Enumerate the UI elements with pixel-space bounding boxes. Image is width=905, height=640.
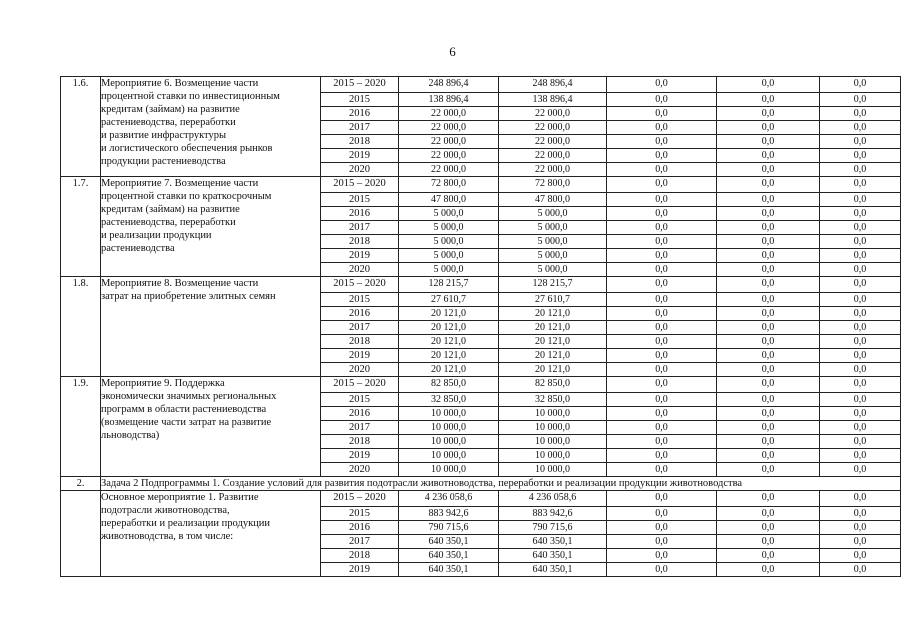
amount-cell: 0,0 xyxy=(607,463,717,477)
amount-cell: 0,0 xyxy=(717,335,820,349)
amount-cell: 0,0 xyxy=(717,107,820,121)
year-cell: 2019 xyxy=(321,149,399,163)
amount-cell: 47 800,0 xyxy=(499,193,607,207)
amount-cell: 640 350,1 xyxy=(399,563,499,577)
amount-cell: 0,0 xyxy=(607,491,717,507)
row-index: 1.8. xyxy=(61,277,101,377)
amount-cell: 0,0 xyxy=(717,163,820,177)
amount-cell: 0,0 xyxy=(820,491,901,507)
amount-cell: 0,0 xyxy=(820,235,901,249)
amount-cell: 0,0 xyxy=(607,535,717,549)
amount-cell: 0,0 xyxy=(607,77,717,93)
event-title-line: кредитам (займам) на развитие xyxy=(101,104,240,115)
amount-cell: 0,0 xyxy=(717,507,820,521)
amount-cell: 10 000,0 xyxy=(399,463,499,477)
amount-cell: 0,0 xyxy=(607,549,717,563)
amount-cell: 22 000,0 xyxy=(399,149,499,163)
amount-cell: 0,0 xyxy=(820,77,901,93)
page-number: 6 xyxy=(449,44,456,59)
amount-cell: 0,0 xyxy=(607,277,717,293)
amount-cell: 0,0 xyxy=(607,349,717,363)
amount-cell: 0,0 xyxy=(820,449,901,463)
amount-cell: 0,0 xyxy=(717,177,820,193)
amount-cell: 0,0 xyxy=(607,107,717,121)
amount-cell: 0,0 xyxy=(820,277,901,293)
year-cell: 2018 xyxy=(321,135,399,149)
amount-cell: 27 610,7 xyxy=(499,293,607,307)
amount-cell: 0,0 xyxy=(717,193,820,207)
amount-cell: 0,0 xyxy=(820,93,901,107)
event-title-line: Мероприятие 7. Возмещение части xyxy=(101,178,259,189)
amount-cell: 0,0 xyxy=(820,407,901,421)
event-title-line: переработки и реализации продукции xyxy=(101,518,271,529)
amount-cell: 0,0 xyxy=(717,149,820,163)
year-cell: 2020 xyxy=(321,463,399,477)
amount-cell: 0,0 xyxy=(717,93,820,107)
year-cell: 2016 xyxy=(321,207,399,221)
amount-cell: 20 121,0 xyxy=(399,363,499,377)
year-cell: 2017 xyxy=(321,221,399,235)
amount-cell: 5 000,0 xyxy=(399,249,499,263)
amount-cell: 22 000,0 xyxy=(399,135,499,149)
event-title-line: процентной ставки по краткосрочным xyxy=(101,191,272,202)
amount-cell: 0,0 xyxy=(820,221,901,235)
amount-cell: 0,0 xyxy=(607,377,717,393)
year-cell: 2018 xyxy=(321,435,399,449)
amount-cell: 0,0 xyxy=(820,349,901,363)
amount-cell: 22 000,0 xyxy=(499,163,607,177)
event-title xyxy=(101,177,321,277)
amount-cell: 0,0 xyxy=(820,107,901,121)
amount-cell: 640 350,1 xyxy=(499,563,607,577)
amount-cell: 0,0 xyxy=(820,521,901,535)
event-title xyxy=(101,377,321,477)
amount-cell: 5 000,0 xyxy=(399,235,499,249)
amount-cell: 0,0 xyxy=(607,393,717,407)
amount-cell: 0,0 xyxy=(717,491,820,507)
row-index: 1.6. xyxy=(61,77,101,177)
event-title-line: животноводства, в том числе: xyxy=(101,531,234,542)
amount-cell: 0,0 xyxy=(607,121,717,135)
year-cell: 2018 xyxy=(321,235,399,249)
amount-cell: 138 896,4 xyxy=(399,93,499,107)
year-cell: 2015 xyxy=(321,393,399,407)
amount-cell: 10 000,0 xyxy=(499,463,607,477)
amount-cell: 0,0 xyxy=(820,293,901,307)
year-cell: 2018 xyxy=(321,549,399,563)
task-row xyxy=(61,477,901,491)
amount-cell: 0,0 xyxy=(820,263,901,277)
amount-cell: 20 121,0 xyxy=(399,349,499,363)
amount-cell: 0,0 xyxy=(717,207,820,221)
event-title-line: затрат на приобретение элитных семян xyxy=(101,291,276,302)
amount-cell: 0,0 xyxy=(717,307,820,321)
year-cell: 2020 xyxy=(321,363,399,377)
amount-cell: 0,0 xyxy=(717,449,820,463)
year-cell: 2020 xyxy=(321,163,399,177)
amount-cell: 883 942,6 xyxy=(499,507,607,521)
table-row xyxy=(61,377,901,393)
event-title-line: программ в области растениеводства xyxy=(101,404,267,415)
amount-cell: 0,0 xyxy=(820,135,901,149)
task-text: Задача 2 Подпрограммы 1. Создание условий для развития подотрасли животноводства, переработки и реализации продукции животноводства xyxy=(101,477,901,491)
amount-cell: 0,0 xyxy=(820,249,901,263)
table-row xyxy=(61,277,901,293)
funding-table xyxy=(60,76,901,577)
amount-cell: 5 000,0 xyxy=(499,207,607,221)
row-index: 1.9. xyxy=(61,377,101,477)
amount-cell: 0,0 xyxy=(820,163,901,177)
year-cell: 2020 xyxy=(321,263,399,277)
amount-cell: 128 215,7 xyxy=(399,277,499,293)
amount-cell: 0,0 xyxy=(607,163,717,177)
year-cell: 2017 xyxy=(321,535,399,549)
amount-cell: 20 121,0 xyxy=(499,307,607,321)
amount-cell: 0,0 xyxy=(820,149,901,163)
amount-cell: 0,0 xyxy=(717,221,820,235)
amount-cell: 22 000,0 xyxy=(399,121,499,135)
amount-cell: 0,0 xyxy=(820,207,901,221)
amount-cell: 0,0 xyxy=(717,321,820,335)
amount-cell: 20 121,0 xyxy=(499,321,607,335)
amount-cell: 248 896,4 xyxy=(499,77,607,93)
table-row xyxy=(61,491,901,507)
event-title-line: Мероприятие 9. Поддержка xyxy=(101,378,225,389)
event-title-line: продукции растениеводства xyxy=(101,156,226,167)
amount-cell: 47 800,0 xyxy=(399,193,499,207)
year-cell: 2019 xyxy=(321,563,399,577)
amount-cell: 0,0 xyxy=(820,435,901,449)
amount-cell: 5 000,0 xyxy=(399,221,499,235)
amount-cell: 0,0 xyxy=(717,407,820,421)
year-cell: 2016 xyxy=(321,307,399,321)
amount-cell: 5 000,0 xyxy=(499,235,607,249)
year-cell: 2015 xyxy=(321,507,399,521)
amount-cell: 790 715,6 xyxy=(499,521,607,535)
amount-cell: 22 000,0 xyxy=(399,107,499,121)
amount-cell: 0,0 xyxy=(717,135,820,149)
amount-cell: 0,0 xyxy=(607,207,717,221)
event-title-line: растениеводства, переработки xyxy=(101,217,236,228)
amount-cell: 5 000,0 xyxy=(499,263,607,277)
amount-cell: 0,0 xyxy=(717,249,820,263)
amount-cell: 0,0 xyxy=(717,377,820,393)
amount-cell: 0,0 xyxy=(717,421,820,435)
event-title-line: растениеводства xyxy=(101,243,175,254)
amount-cell: 5 000,0 xyxy=(499,249,607,263)
amount-cell: 0,0 xyxy=(717,263,820,277)
event-title-line: и развитие инфраструктуры xyxy=(101,130,227,141)
amount-cell: 0,0 xyxy=(607,177,717,193)
year-cell: 2016 xyxy=(321,407,399,421)
amount-cell: 20 121,0 xyxy=(499,335,607,349)
amount-cell: 640 350,1 xyxy=(399,535,499,549)
amount-cell: 0,0 xyxy=(717,435,820,449)
amount-cell: 640 350,1 xyxy=(499,549,607,563)
amount-cell: 72 800,0 xyxy=(399,177,499,193)
amount-cell: 0,0 xyxy=(717,235,820,249)
amount-cell: 0,0 xyxy=(607,321,717,335)
amount-cell: 20 121,0 xyxy=(499,349,607,363)
amount-cell: 82 850,0 xyxy=(399,377,499,393)
amount-cell: 22 000,0 xyxy=(499,135,607,149)
amount-cell: 0,0 xyxy=(820,177,901,193)
amount-cell: 0,0 xyxy=(607,307,717,321)
amount-cell: 22 000,0 xyxy=(399,163,499,177)
amount-cell: 0,0 xyxy=(820,307,901,321)
amount-cell: 22 000,0 xyxy=(499,121,607,135)
amount-cell: 72 800,0 xyxy=(499,177,607,193)
year-cell: 2015 – 2020 xyxy=(321,77,399,93)
amount-cell: 0,0 xyxy=(820,321,901,335)
year-cell: 2015 xyxy=(321,93,399,107)
amount-cell: 0,0 xyxy=(717,293,820,307)
amount-cell: 0,0 xyxy=(607,407,717,421)
amount-cell: 0,0 xyxy=(820,463,901,477)
amount-cell: 20 121,0 xyxy=(399,307,499,321)
event-title-line: Мероприятие 8. Возмещение части xyxy=(101,278,259,289)
amount-cell: 10 000,0 xyxy=(499,407,607,421)
amount-cell: 22 000,0 xyxy=(499,107,607,121)
amount-cell: 0,0 xyxy=(820,393,901,407)
amount-cell: 0,0 xyxy=(607,293,717,307)
amount-cell: 0,0 xyxy=(717,563,820,577)
amount-cell: 20 121,0 xyxy=(399,321,499,335)
year-cell: 2019 xyxy=(321,449,399,463)
year-cell: 2015 – 2020 xyxy=(321,177,399,193)
amount-cell: 10 000,0 xyxy=(399,407,499,421)
event-title-line: экономически значимых региональных xyxy=(101,391,277,402)
amount-cell: 0,0 xyxy=(717,535,820,549)
year-cell: 2018 xyxy=(321,335,399,349)
amount-cell: 0,0 xyxy=(820,121,901,135)
amount-cell: 883 942,6 xyxy=(399,507,499,521)
amount-cell: 10 000,0 xyxy=(499,449,607,463)
event-title-line: кредитам (займам) на развитие xyxy=(101,204,240,215)
amount-cell: 20 121,0 xyxy=(499,363,607,377)
amount-cell: 82 850,0 xyxy=(499,377,607,393)
amount-cell: 4 236 058,6 xyxy=(499,491,607,507)
amount-cell: 128 215,7 xyxy=(499,277,607,293)
event-title-line: и логистического обеспечения рынков xyxy=(101,143,273,154)
event-title-line: льноводства) xyxy=(101,430,160,441)
amount-cell: 0,0 xyxy=(820,507,901,521)
amount-cell: 0,0 xyxy=(607,449,717,463)
amount-cell: 0,0 xyxy=(820,335,901,349)
table-row xyxy=(61,77,901,93)
event-title-line: (возмещение части затрат на развитие xyxy=(101,417,272,428)
amount-cell: 0,0 xyxy=(607,563,717,577)
event-title xyxy=(101,277,321,377)
year-cell: 2019 xyxy=(321,249,399,263)
amount-cell: 0,0 xyxy=(717,549,820,563)
event-title-line: процентной ставки по инвестиционным xyxy=(101,91,280,102)
amount-cell: 0,0 xyxy=(607,149,717,163)
amount-cell: 0,0 xyxy=(820,377,901,393)
year-cell: 2019 xyxy=(321,349,399,363)
amount-cell: 0,0 xyxy=(607,235,717,249)
year-cell: 2016 xyxy=(321,521,399,535)
row-index xyxy=(61,491,101,577)
amount-cell: 0,0 xyxy=(607,221,717,235)
amount-cell: 0,0 xyxy=(820,363,901,377)
amount-cell: 22 000,0 xyxy=(499,149,607,163)
event-title-line: растениеводства, переработки xyxy=(101,117,236,128)
year-cell: 2016 xyxy=(321,107,399,121)
year-cell: 2015 xyxy=(321,193,399,207)
amount-cell: 0,0 xyxy=(820,563,901,577)
amount-cell: 5 000,0 xyxy=(399,207,499,221)
amount-cell: 5 000,0 xyxy=(399,263,499,277)
amount-cell: 0,0 xyxy=(607,521,717,535)
amount-cell: 0,0 xyxy=(717,349,820,363)
amount-cell: 0,0 xyxy=(607,135,717,149)
event-title-line: подотрасли животноводства, xyxy=(101,505,230,516)
amount-cell: 640 350,1 xyxy=(499,535,607,549)
amount-cell: 27 610,7 xyxy=(399,293,499,307)
amount-cell: 0,0 xyxy=(820,535,901,549)
amount-cell: 640 350,1 xyxy=(399,549,499,563)
amount-cell: 0,0 xyxy=(717,393,820,407)
amount-cell: 0,0 xyxy=(717,277,820,293)
amount-cell: 4 236 058,6 xyxy=(399,491,499,507)
amount-cell: 0,0 xyxy=(607,507,717,521)
amount-cell: 0,0 xyxy=(607,435,717,449)
amount-cell: 10 000,0 xyxy=(399,435,499,449)
amount-cell: 0,0 xyxy=(717,121,820,135)
amount-cell: 790 715,6 xyxy=(399,521,499,535)
row-index: 1.7. xyxy=(61,177,101,277)
amount-cell: 0,0 xyxy=(607,421,717,435)
amount-cell: 138 896,4 xyxy=(499,93,607,107)
amount-cell: 0,0 xyxy=(717,463,820,477)
event-title-line: и реализации продукции xyxy=(101,230,212,241)
amount-cell: 5 000,0 xyxy=(499,221,607,235)
amount-cell: 0,0 xyxy=(607,363,717,377)
amount-cell: 0,0 xyxy=(820,193,901,207)
amount-cell: 32 850,0 xyxy=(399,393,499,407)
amount-cell: 32 850,0 xyxy=(499,393,607,407)
amount-cell: 10 000,0 xyxy=(399,421,499,435)
amount-cell: 10 000,0 xyxy=(399,449,499,463)
amount-cell: 0,0 xyxy=(607,193,717,207)
amount-cell: 0,0 xyxy=(607,335,717,349)
amount-cell: 0,0 xyxy=(820,549,901,563)
year-cell: 2017 xyxy=(321,121,399,135)
event-title-line: Основное мероприятие 1. Развитие xyxy=(101,492,259,503)
task-index: 2. xyxy=(61,477,101,491)
amount-cell: 10 000,0 xyxy=(499,421,607,435)
event-title xyxy=(101,77,321,177)
table-row xyxy=(61,177,901,193)
amount-cell: 248 896,4 xyxy=(399,77,499,93)
year-cell: 2015 xyxy=(321,293,399,307)
amount-cell: 0,0 xyxy=(607,249,717,263)
amount-cell: 10 000,0 xyxy=(499,435,607,449)
amount-cell: 0,0 xyxy=(717,77,820,93)
year-cell: 2015 – 2020 xyxy=(321,277,399,293)
year-cell: 2015 – 2020 xyxy=(321,377,399,393)
amount-cell: 0,0 xyxy=(717,363,820,377)
year-cell: 2015 – 2020 xyxy=(321,491,399,507)
amount-cell: 0,0 xyxy=(820,421,901,435)
event-title-line: Мероприятие 6. Возмещение части xyxy=(101,78,259,89)
amount-cell: 0,0 xyxy=(607,263,717,277)
event-title xyxy=(101,491,321,577)
amount-cell: 0,0 xyxy=(717,521,820,535)
amount-cell: 0,0 xyxy=(607,93,717,107)
year-cell: 2017 xyxy=(321,421,399,435)
amount-cell: 20 121,0 xyxy=(399,335,499,349)
year-cell: 2017 xyxy=(321,321,399,335)
